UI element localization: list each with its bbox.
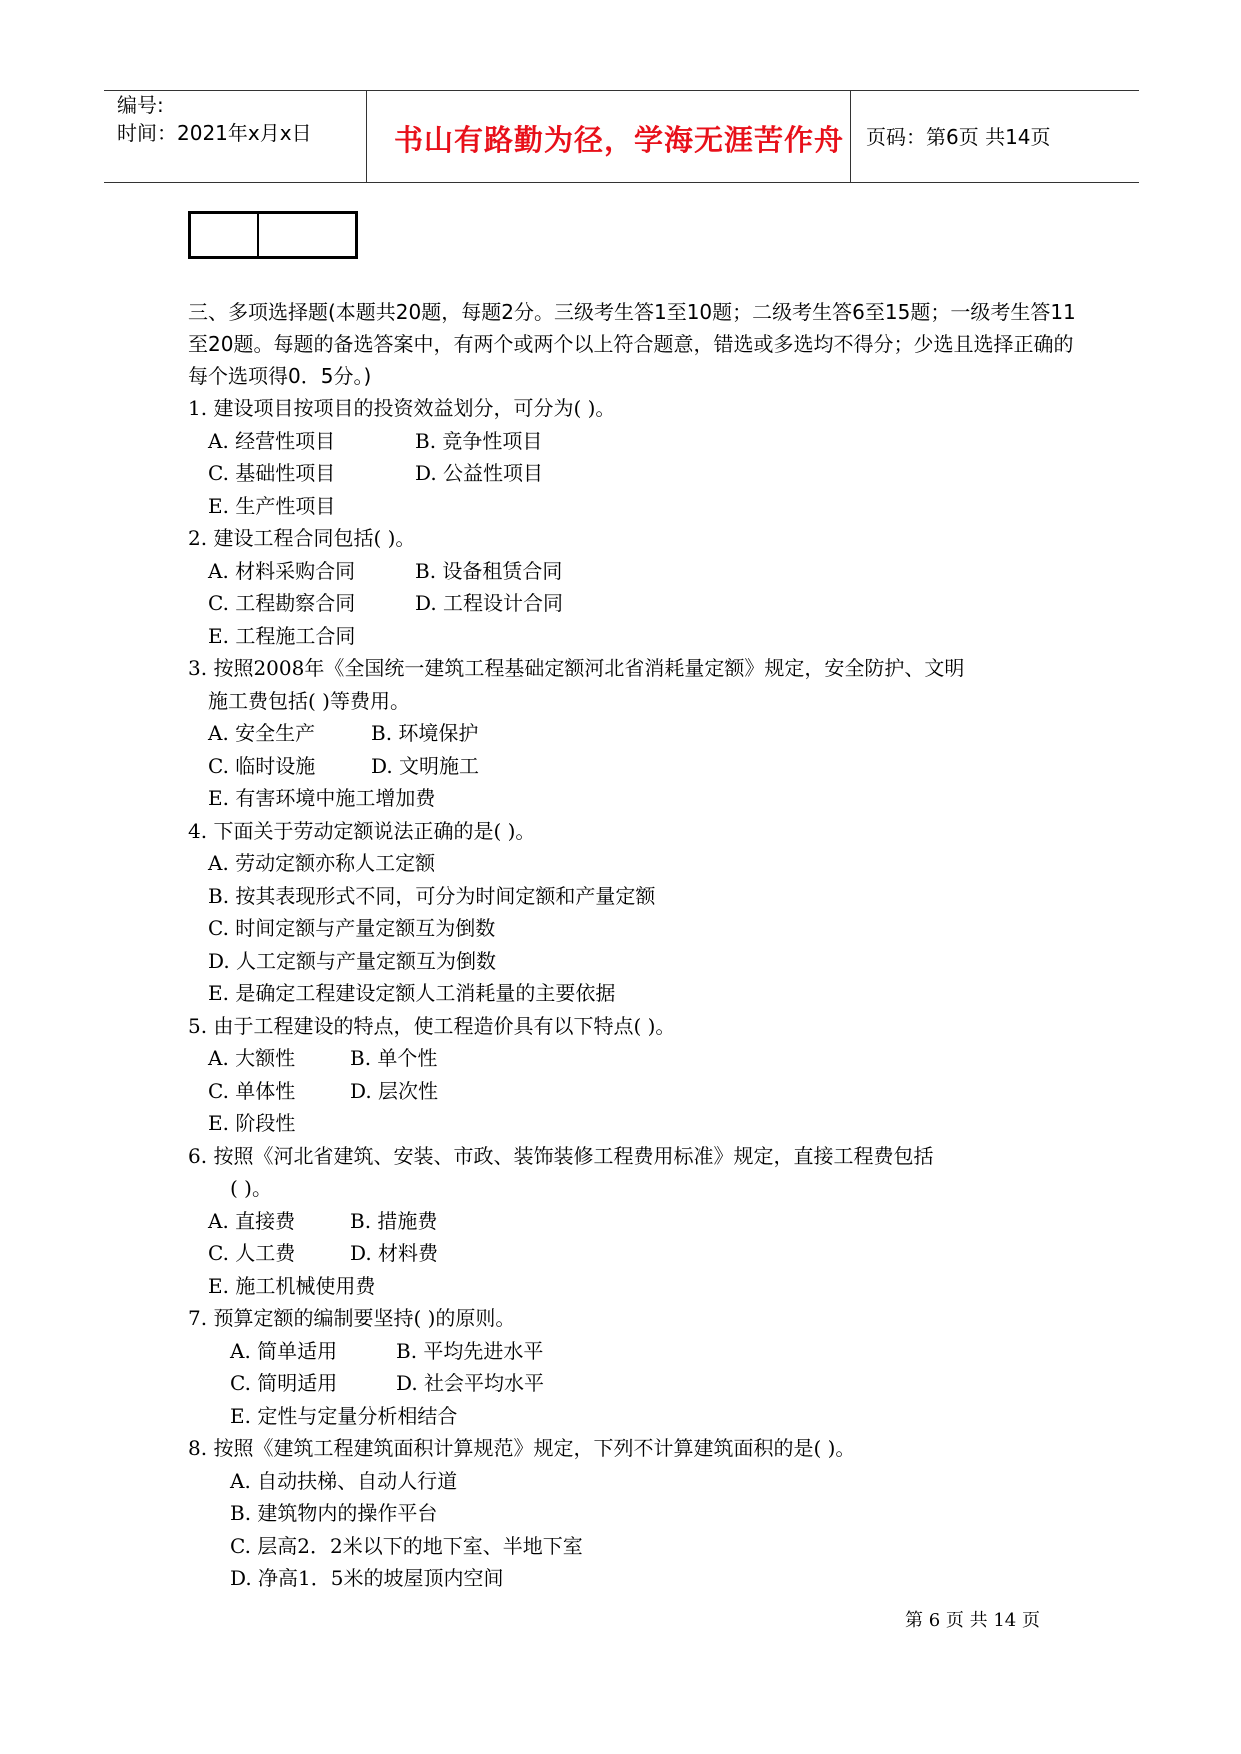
- answer-option: C. 单体性: [208, 1078, 296, 1103]
- answer-option: D. 层次性: [350, 1078, 439, 1103]
- page-footer: 第 6 页 共 14 页: [905, 1610, 1040, 1631]
- question-stem: 3. 按照2008年《全国统一建筑工程基础定额河北省消耗量定额》规定，安全防护、文明: [188, 656, 965, 680]
- answer-option: A. 安全生产: [208, 721, 316, 745]
- answer-option: D. 工程设计合同: [415, 591, 564, 615]
- answer-option: A. 劳动定额亦称人工定额: [208, 851, 436, 875]
- answer-option: A. 简单适用: [230, 1338, 338, 1363]
- answer-option: A. 直接费: [208, 1208, 296, 1233]
- answer-option: C. 层高2．2米以下的地下室、半地下室: [230, 1533, 583, 1558]
- answer-option: E. 工程施工合同: [208, 623, 356, 648]
- header-bottom-rule: [104, 182, 1139, 183]
- question-stem: 4. 下面关于劳动定额说法正确的是( )。: [188, 818, 536, 843]
- answer-option: C. 时间定额与产量定额互为倒数: [208, 916, 496, 940]
- answer-option: D. 文明施工: [371, 753, 480, 778]
- answer-option: E. 是确定工程建设定额人工消耗量的主要依据: [208, 981, 616, 1005]
- answer-option: A. 材料采购合同: [208, 558, 356, 583]
- answer-option: C. 人工费: [208, 1241, 296, 1265]
- answer-option: B. 环境保护: [371, 721, 479, 745]
- answer-option: B. 建筑物内的操作平台: [230, 1501, 438, 1525]
- score-box-divider: [257, 214, 259, 256]
- header-top-rule: [104, 90, 1139, 91]
- header-motto: 书山有路勤为径，学海无涯苦作舟: [394, 123, 845, 157]
- answer-option: A. 自动扶梯、自动人行道: [230, 1468, 458, 1493]
- question-stem: 施工费包括( )等费用。: [208, 688, 410, 713]
- answer-option: D. 社会平均水平: [396, 1371, 545, 1395]
- answer-option: E. 定性与定量分析相结合: [230, 1403, 458, 1428]
- answer-option: B. 平均先进水平: [396, 1338, 544, 1363]
- question-stem: 5. 由于工程建设的特点，使工程造价具有以下特点( )。: [188, 1013, 676, 1038]
- answer-option: E. 阶段性: [208, 1111, 296, 1135]
- document-time: 时间：2021年x月x日: [117, 121, 312, 145]
- answer-option: E. 施工机械使用费: [208, 1273, 376, 1298]
- section-title: 三、多项选择题(本题共20题，每题2分。三级考生答1至10题；二级考生答6至15题；一级考生答11至20题。每题的备选答案中，有两个或两个以上符合题意，错选或多选均不得分；少选且选择正确的每个选项得0．5分。): [188, 300, 1076, 388]
- answer-option: D. 人工定额与产量定额互为倒数: [208, 948, 497, 973]
- answer-option: C. 简明适用: [230, 1371, 338, 1395]
- header-page-info: 页码：第6页 共14页: [866, 125, 1051, 149]
- answer-option: B. 按其表现形式不同，可分为时间定额和产量定额: [208, 883, 656, 908]
- answer-option: B. 单个性: [350, 1046, 438, 1070]
- answer-option: B. 设备租赁合同: [415, 558, 563, 583]
- answer-option: C. 临时设施: [208, 753, 316, 778]
- question-stem: 2. 建设工程合同包括( )。: [188, 526, 416, 550]
- answer-option: B. 措施费: [350, 1208, 438, 1233]
- answer-option: D. 净高1．5米的坡屋顶内空间: [230, 1566, 504, 1590]
- question-stem: ( )。: [230, 1176, 272, 1200]
- document-number-label: 编号:: [117, 93, 164, 117]
- header-divider-right: [850, 91, 851, 183]
- question-stem: 1. 建设项目按项目的投资效益划分，可分为( )。: [188, 396, 616, 420]
- answer-option: E. 生产性项目: [208, 493, 336, 518]
- question-stem: 7. 预算定额的编制要坚持( )的原则。: [188, 1306, 516, 1330]
- score-box: [188, 211, 358, 259]
- answer-option: A. 大额性: [208, 1046, 296, 1070]
- answer-option: B. 竞争性项目: [415, 428, 543, 453]
- answer-option: C. 工程勘察合同: [208, 591, 356, 615]
- answer-option: A. 经营性项目: [208, 428, 336, 453]
- question-stem: 8. 按照《建筑工程建筑面积计算规范》规定，下列不计算建筑面积的是( )。: [188, 1436, 856, 1460]
- answer-option: E. 有害环境中施工增加费: [208, 786, 436, 810]
- answer-option: D. 公益性项目: [415, 461, 544, 485]
- question-stem: 6. 按照《河北省建筑、安装、市政、装饰装修工程费用标准》规定，直接工程费包括: [188, 1143, 934, 1168]
- header-divider-left: [366, 91, 367, 183]
- answer-option: C. 基础性项目: [208, 461, 336, 485]
- answer-option: D. 材料费: [350, 1241, 439, 1265]
